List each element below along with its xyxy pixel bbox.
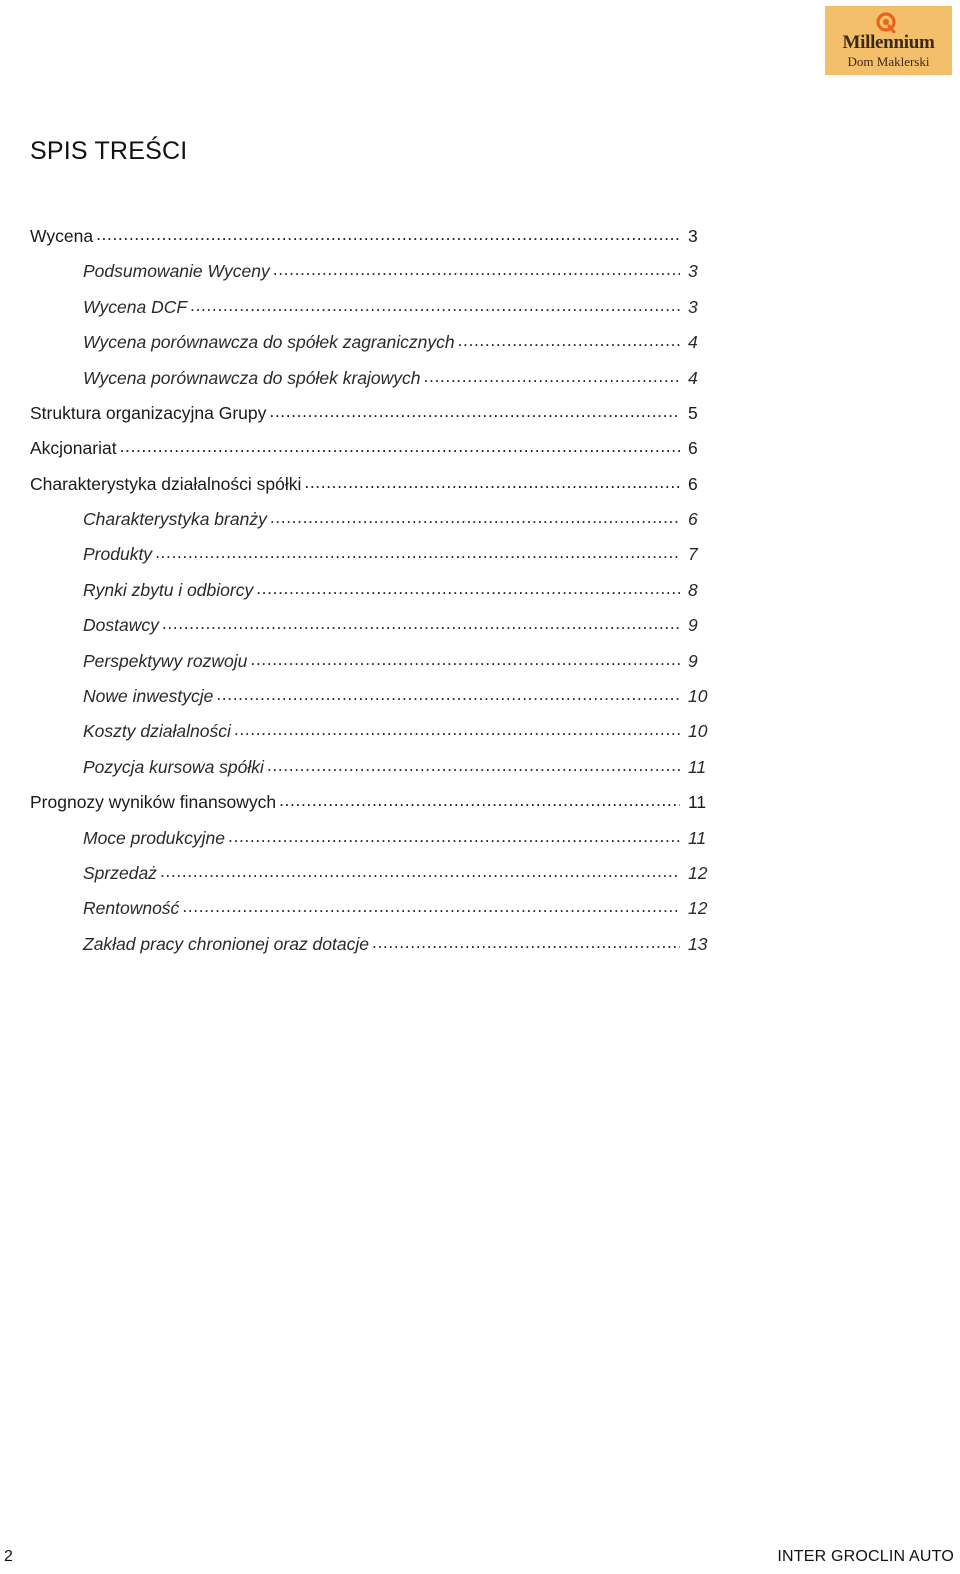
toc-dot-leader [160,863,680,881]
toc-entry-label: Wycena porównawcza do spółek krajowych [83,367,421,388]
toc-entry-label: Rentowność [83,898,180,919]
toc-entry[interactable] [0,254,700,289]
toc-dot-leader [250,651,680,669]
toc-entry-label: Moce produkcyjne [83,827,226,848]
toc-entry[interactable] [0,608,700,643]
toc-entry-page-number: 4 [688,332,698,353]
toc-dot-leader [256,580,680,598]
toc-entry-page-number: 3 [688,225,698,246]
toc-entry-label: Pozycja kursowa spółki [83,756,264,777]
toc-entry-page-number: 3 [688,296,698,317]
toc-entry[interactable] [0,821,707,856]
toc-entry-page-number: 6 [688,438,698,459]
toc-entry-page-number: 10 [688,721,708,742]
company-logo [825,6,952,75]
toc-entry-label: Dostawcy [83,615,159,636]
toc-entry-label: Charakterystyka działalności spółki [30,473,302,494]
toc-entry-label: Produkty [83,544,153,565]
toc-entry-label: Akcjonariat [30,438,117,459]
toc-entry-page-number: 3 [688,261,698,282]
toc-dot-leader [162,615,680,633]
logo-name: Millennium [842,32,935,53]
toc-entry-label: Zakład pracy chronionej oraz dotacje [83,933,369,954]
toc-entry-label: Koszty działalności [83,721,231,742]
footer-company-name: INTER GROCLIN AUTO [777,1548,954,1565]
toc-entry[interactable] [0,502,700,537]
table-of-contents [0,219,960,962]
toc-entry[interactable] [0,714,708,749]
toc-entry-label: Wycena [30,225,94,246]
toc-dot-leader [190,297,680,315]
toc-entry-page-number: 9 [688,615,698,636]
toc-entry-page-number: 12 [688,898,708,919]
toc-entry[interactable] [0,679,708,714]
toc-dot-leader [424,368,680,386]
toc-entry[interactable] [0,927,708,962]
toc-entry-label: Perspektywy rozwoju [83,650,248,671]
toc-entry[interactable] [0,361,700,396]
toc-dot-leader [304,474,680,492]
toc-entry-label: Podsumowanie Wyceny [83,261,270,282]
toc-entry-page-number: 9 [688,650,698,671]
toc-entry[interactable] [0,538,700,573]
toc-entry[interactable] [0,467,700,502]
toc-dot-leader [458,332,680,350]
toc-entry[interactable] [0,891,708,926]
toc-entry-label: Wycena porównawcza do spółek zagranicznych [83,332,455,353]
toc-dot-leader [267,757,680,775]
toc-entry-label: Nowe inwestycje [83,686,214,707]
footer-page-number: 2 [4,1548,13,1565]
toc-entry-label: Sprzedaż [83,862,157,883]
toc-entry[interactable] [0,644,700,679]
toc-dot-leader [273,261,680,279]
toc-entry[interactable] [0,431,700,466]
toc-entry-label: Charakterystyka branży [83,509,267,530]
toc-entry[interactable] [0,750,707,785]
toc-entry-label: Wycena DCF [83,296,188,317]
toc-entry-page-number: 13 [688,933,708,954]
toc-entry-page-number: 6 [688,473,698,494]
toc-entry[interactable] [0,785,707,820]
toc-entry-page-number: 10 [688,686,708,707]
toc-entry[interactable] [0,396,700,431]
toc-dot-leader [155,544,680,562]
toc-dot-leader [234,721,680,739]
toc-entry[interactable] [0,856,708,891]
toc-dot-leader [182,898,680,916]
logo-subtitle: Dom Maklerski [847,54,930,69]
toc-entry-label: Rynki zbytu i odbiorcy [83,579,254,600]
toc-entry[interactable] [0,573,700,608]
toc-entry-label: Struktura organizacyjna Grupy [30,402,267,423]
toc-entry[interactable] [0,325,700,360]
page-title: SPIS TREŚCI [30,137,188,165]
toc-dot-leader [269,403,680,421]
toc-entry-page-number: 11 [688,827,707,848]
toc-dot-leader [372,934,680,952]
toc-entry-page-number: 4 [688,367,698,388]
toc-entry-page-number: 5 [688,402,698,423]
toc-dot-leader [228,828,680,846]
toc-dot-leader [120,438,680,456]
toc-dot-leader [279,792,680,810]
toc-entry-page-number: 8 [688,579,698,600]
toc-entry-page-number: 12 [688,862,708,883]
toc-dot-leader [270,509,680,527]
toc-entry-label: Prognozy wyników finansowych [30,792,277,813]
toc-entry-page-number: 6 [688,509,698,530]
millennium-logo-icon [875,11,897,33]
toc-entry[interactable] [0,219,700,254]
toc-dot-leader [96,226,680,244]
toc-entry-page-number: 11 [688,792,707,813]
toc-dot-leader [216,686,680,704]
toc-entry-page-number: 11 [688,756,707,777]
toc-entry[interactable] [0,290,700,325]
toc-entry-page-number: 7 [688,544,698,565]
